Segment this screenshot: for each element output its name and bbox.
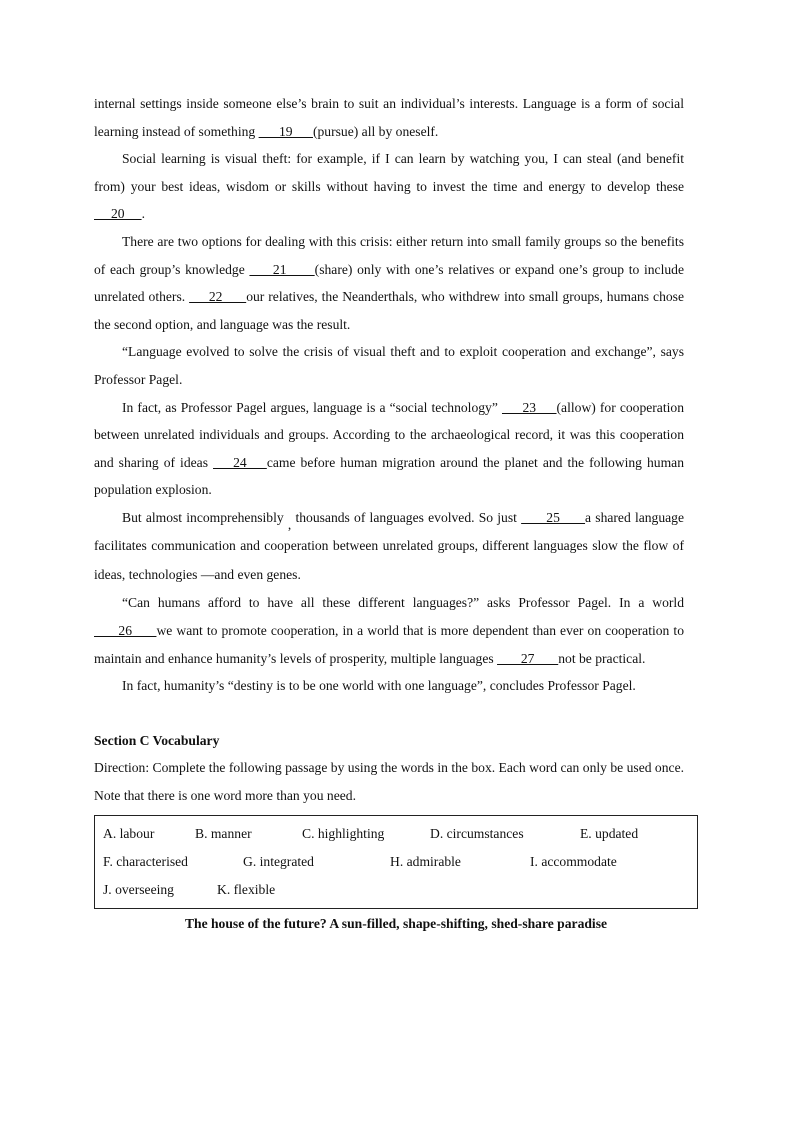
paragraph-text: we want to promote cooperation, in a world that is more dependent than ever on cooperation to maintain and enhance humanity’s levels of prosperity, multiple languages <box>94 623 684 666</box>
blank-26[interactable]: 26 <box>94 623 157 638</box>
word-box-row-3 <box>103 876 697 904</box>
word-option-f[interactable]: F. characterised <box>103 853 188 869</box>
section-c-direction: Direction: Complete the following passage by using the words in the box. Each word can only be used once. Note that there is one word more than you need. <box>94 760 684 803</box>
paragraph-text: not be practical. <box>558 650 646 666</box>
paragraph-text: a shared language facilitates communication and cooperation between unrelated groups, different languages slow the flow of ideas, technologies —and even genes. <box>94 509 685 582</box>
paragraph-text: “Language evolved to solve the crisis of visual theft and to exploit cooperation and exchange”, says Professor Pagel. <box>94 344 684 387</box>
paragraph-text: “Can humans afford to have all these different languages?” asks Professor Pagel. In a world <box>122 595 684 611</box>
paragraph-text: . <box>141 206 145 222</box>
document-content <box>94 90 684 936</box>
blank-22[interactable]: 22 <box>189 289 247 305</box>
spacer <box>94 700 684 727</box>
paragraph-social-learning <box>94 145 684 228</box>
paragraph-text: our relatives, the Neanderthals, who withdrew into small groups, humans chose the second option, and language was the result. <box>94 289 684 332</box>
paragraph-text: Social learning is visual theft: for example, if I can learn by watching you, I can steal (and benefit from) your best ideas, wisdom or skills without having to invest the time and energy to develop these <box>94 151 684 194</box>
word-option-e[interactable]: E. updated <box>580 825 639 841</box>
word-option-b[interactable]: B. manner <box>195 825 252 841</box>
blank-23[interactable]: 23 <box>501 399 557 415</box>
paragraph-continuation <box>94 90 684 145</box>
paragraph-two-options <box>94 228 684 338</box>
word-option-k[interactable]: K. flexible <box>217 881 276 897</box>
paragraph-text: internal settings inside someone else’s brain to suit an individual’s interests. Language is a form of social learning instead of something <box>94 96 684 139</box>
paragraph-destiny <box>94 672 684 700</box>
paragraph-text: came before human migration around the planet and the following human population explosion. <box>94 454 685 498</box>
paragraph-text: (allow) for cooperation between unrelated individuals and groups. According to the archaeological record, it was this cooperation and sharing of ideas <box>94 399 684 470</box>
paragraph-afford-languages <box>94 589 684 672</box>
blank-21[interactable]: 21 <box>249 261 315 277</box>
word-box-row-2 <box>103 848 697 876</box>
paragraph-text: In fact, as Professor Pagel argues, language is a “social technology” <box>122 399 502 415</box>
blank-20[interactable]: 20 <box>94 206 142 222</box>
word-option-h[interactable]: H. admirable <box>390 853 461 869</box>
paragraph-text: (pursue) all by oneself. <box>312 123 439 139</box>
paragraph-text: There are two options for dealing with this crisis: either return into small family groups so the benefits of each group’s knowledge <box>94 233 684 277</box>
blank-25[interactable]: 25 <box>521 509 586 525</box>
paragraph-thousands-languages <box>94 504 684 590</box>
stray-comma: , <box>287 516 292 532</box>
word-option-a[interactable]: A. labour <box>103 825 155 841</box>
blank-27[interactable]: 27 <box>497 650 559 666</box>
paragraph-social-technology <box>94 394 684 504</box>
paragraph-quote-language <box>94 338 684 393</box>
article-title: The house of the future? A sun-filled, shape-shifting, shed-share paradise <box>184 915 608 931</box>
paragraph-text: In fact, humanity’s “destiny is to be one world with one language”, concludes Professor Pagel. <box>122 678 636 694</box>
blank-19[interactable]: 19 <box>258 123 313 139</box>
word-option-g[interactable]: G. integrated <box>243 853 314 869</box>
paragraph-text: But almost incomprehensibly <box>122 509 288 525</box>
paragraph-text: thousands of languages evolved. So just <box>291 509 522 525</box>
paragraph-text: (share) only with one’s relatives or expand one’s group to include unrelated others. <box>94 261 684 305</box>
word-option-c[interactable]: C. highlighting <box>302 825 385 841</box>
word-option-i[interactable]: I. accommodate <box>530 853 617 869</box>
word-option-j[interactable]: J. overseeing <box>103 881 174 897</box>
word-option-d[interactable]: D. circumstances <box>430 825 524 841</box>
word-box-row-1 <box>103 820 697 848</box>
blank-24[interactable]: 24 <box>213 454 267 470</box>
section-c-heading: Section C Vocabulary <box>94 732 220 748</box>
word-box <box>94 815 698 909</box>
